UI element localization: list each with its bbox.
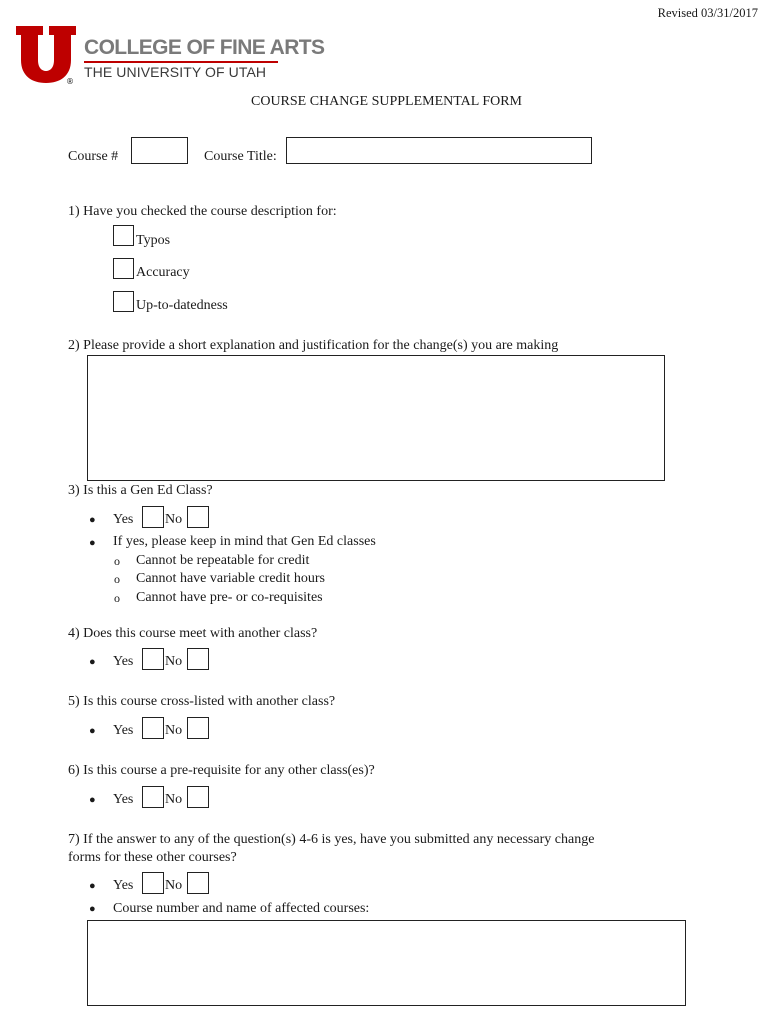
form-title: COURSE CHANGE SUPPLEMENTAL FORM	[251, 94, 523, 109]
q4-no-label: No	[165, 654, 183, 669]
q5-yes-label: Yes	[113, 723, 134, 738]
q6-no-label: No	[165, 792, 183, 807]
q3-no-checkbox[interactable]	[187, 506, 209, 528]
typos-label: Typos	[136, 233, 171, 248]
bullet-icon: ●	[89, 656, 96, 668]
gen-ed-rule-1: Cannot be repeatable for credit	[136, 553, 310, 568]
up-to-datedness-checkbox[interactable]	[113, 291, 134, 312]
gen-ed-rule-3: Cannot have pre- or co-requisites	[136, 590, 323, 605]
bullet-icon: ●	[89, 514, 96, 526]
q4-yes-label: Yes	[113, 654, 134, 669]
question-7-line-2: forms for these other courses?	[68, 850, 237, 865]
question-7-line-1: 7) If the answer to any of the question(s) 4-6 is yes, have you submitted any necessary change	[68, 832, 595, 847]
course-number-label: Course #	[68, 149, 119, 164]
up-to-datedness-label: Up-to-datedness	[136, 298, 228, 313]
course-title-label: Course Title:	[204, 149, 277, 164]
logo-divider	[84, 61, 278, 63]
sub-bullet-icon: o	[114, 572, 120, 586]
gen-ed-note: If yes, please keep in mind that Gen Ed classes	[113, 534, 376, 549]
q7-yes-label: Yes	[113, 878, 134, 893]
q3-yes-label: Yes	[113, 512, 134, 527]
accuracy-checkbox[interactable]	[113, 258, 134, 279]
university-u-logo-icon	[16, 26, 76, 84]
affected-courses-textarea[interactable]	[87, 920, 686, 1006]
bullet-icon: ●	[89, 794, 96, 806]
accuracy-label: Accuracy	[136, 265, 190, 280]
q6-no-checkbox[interactable]	[187, 786, 209, 808]
bullet-icon: ●	[89, 725, 96, 737]
q7-no-checkbox[interactable]	[187, 872, 209, 894]
registered-mark: ®	[66, 77, 74, 86]
q4-no-checkbox[interactable]	[187, 648, 209, 670]
bullet-icon: ●	[89, 903, 96, 915]
college-name: COLLEGE OF FINE ARTS	[84, 36, 325, 59]
q5-no-checkbox[interactable]	[187, 717, 209, 739]
question-2: 2) Please provide a short explanation and justification for the change(s) you are making	[68, 338, 559, 353]
typos-checkbox[interactable]	[113, 225, 134, 246]
university-name: THE UNIVERSITY OF UTAH	[84, 64, 267, 80]
affected-courses-label: Course number and name of affected courses:	[113, 901, 370, 916]
question-5: 5) Is this course cross-listed with another class?	[68, 694, 336, 709]
gen-ed-rule-2: Cannot have variable credit hours	[136, 571, 325, 586]
revised-date: Revised 03/31/2017	[657, 6, 758, 20]
bullet-icon: ●	[89, 880, 96, 892]
bullet-icon: ●	[89, 537, 96, 549]
course-number-input[interactable]	[131, 137, 188, 164]
q7-yes-checkbox[interactable]	[142, 872, 164, 894]
q3-yes-checkbox[interactable]	[142, 506, 164, 528]
course-title-input[interactable]	[286, 137, 592, 164]
sub-bullet-icon: o	[114, 591, 120, 605]
q5-yes-checkbox[interactable]	[142, 717, 164, 739]
question-3: 3) Is this a Gen Ed Class?	[68, 483, 213, 498]
sub-bullet-icon: o	[114, 554, 120, 568]
question-1: 1) Have you checked the course description for:	[68, 204, 337, 219]
q7-no-label: No	[165, 878, 183, 893]
question-6: 6) Is this course a pre-requisite for any other class(es)?	[68, 763, 375, 778]
q4-yes-checkbox[interactable]	[142, 648, 164, 670]
q6-yes-label: Yes	[113, 792, 134, 807]
question-4: 4) Does this course meet with another class?	[68, 626, 318, 641]
q3-no-label: No	[165, 512, 183, 527]
justification-textarea[interactable]	[87, 355, 665, 481]
q6-yes-checkbox[interactable]	[142, 786, 164, 808]
q5-no-label: No	[165, 723, 183, 738]
